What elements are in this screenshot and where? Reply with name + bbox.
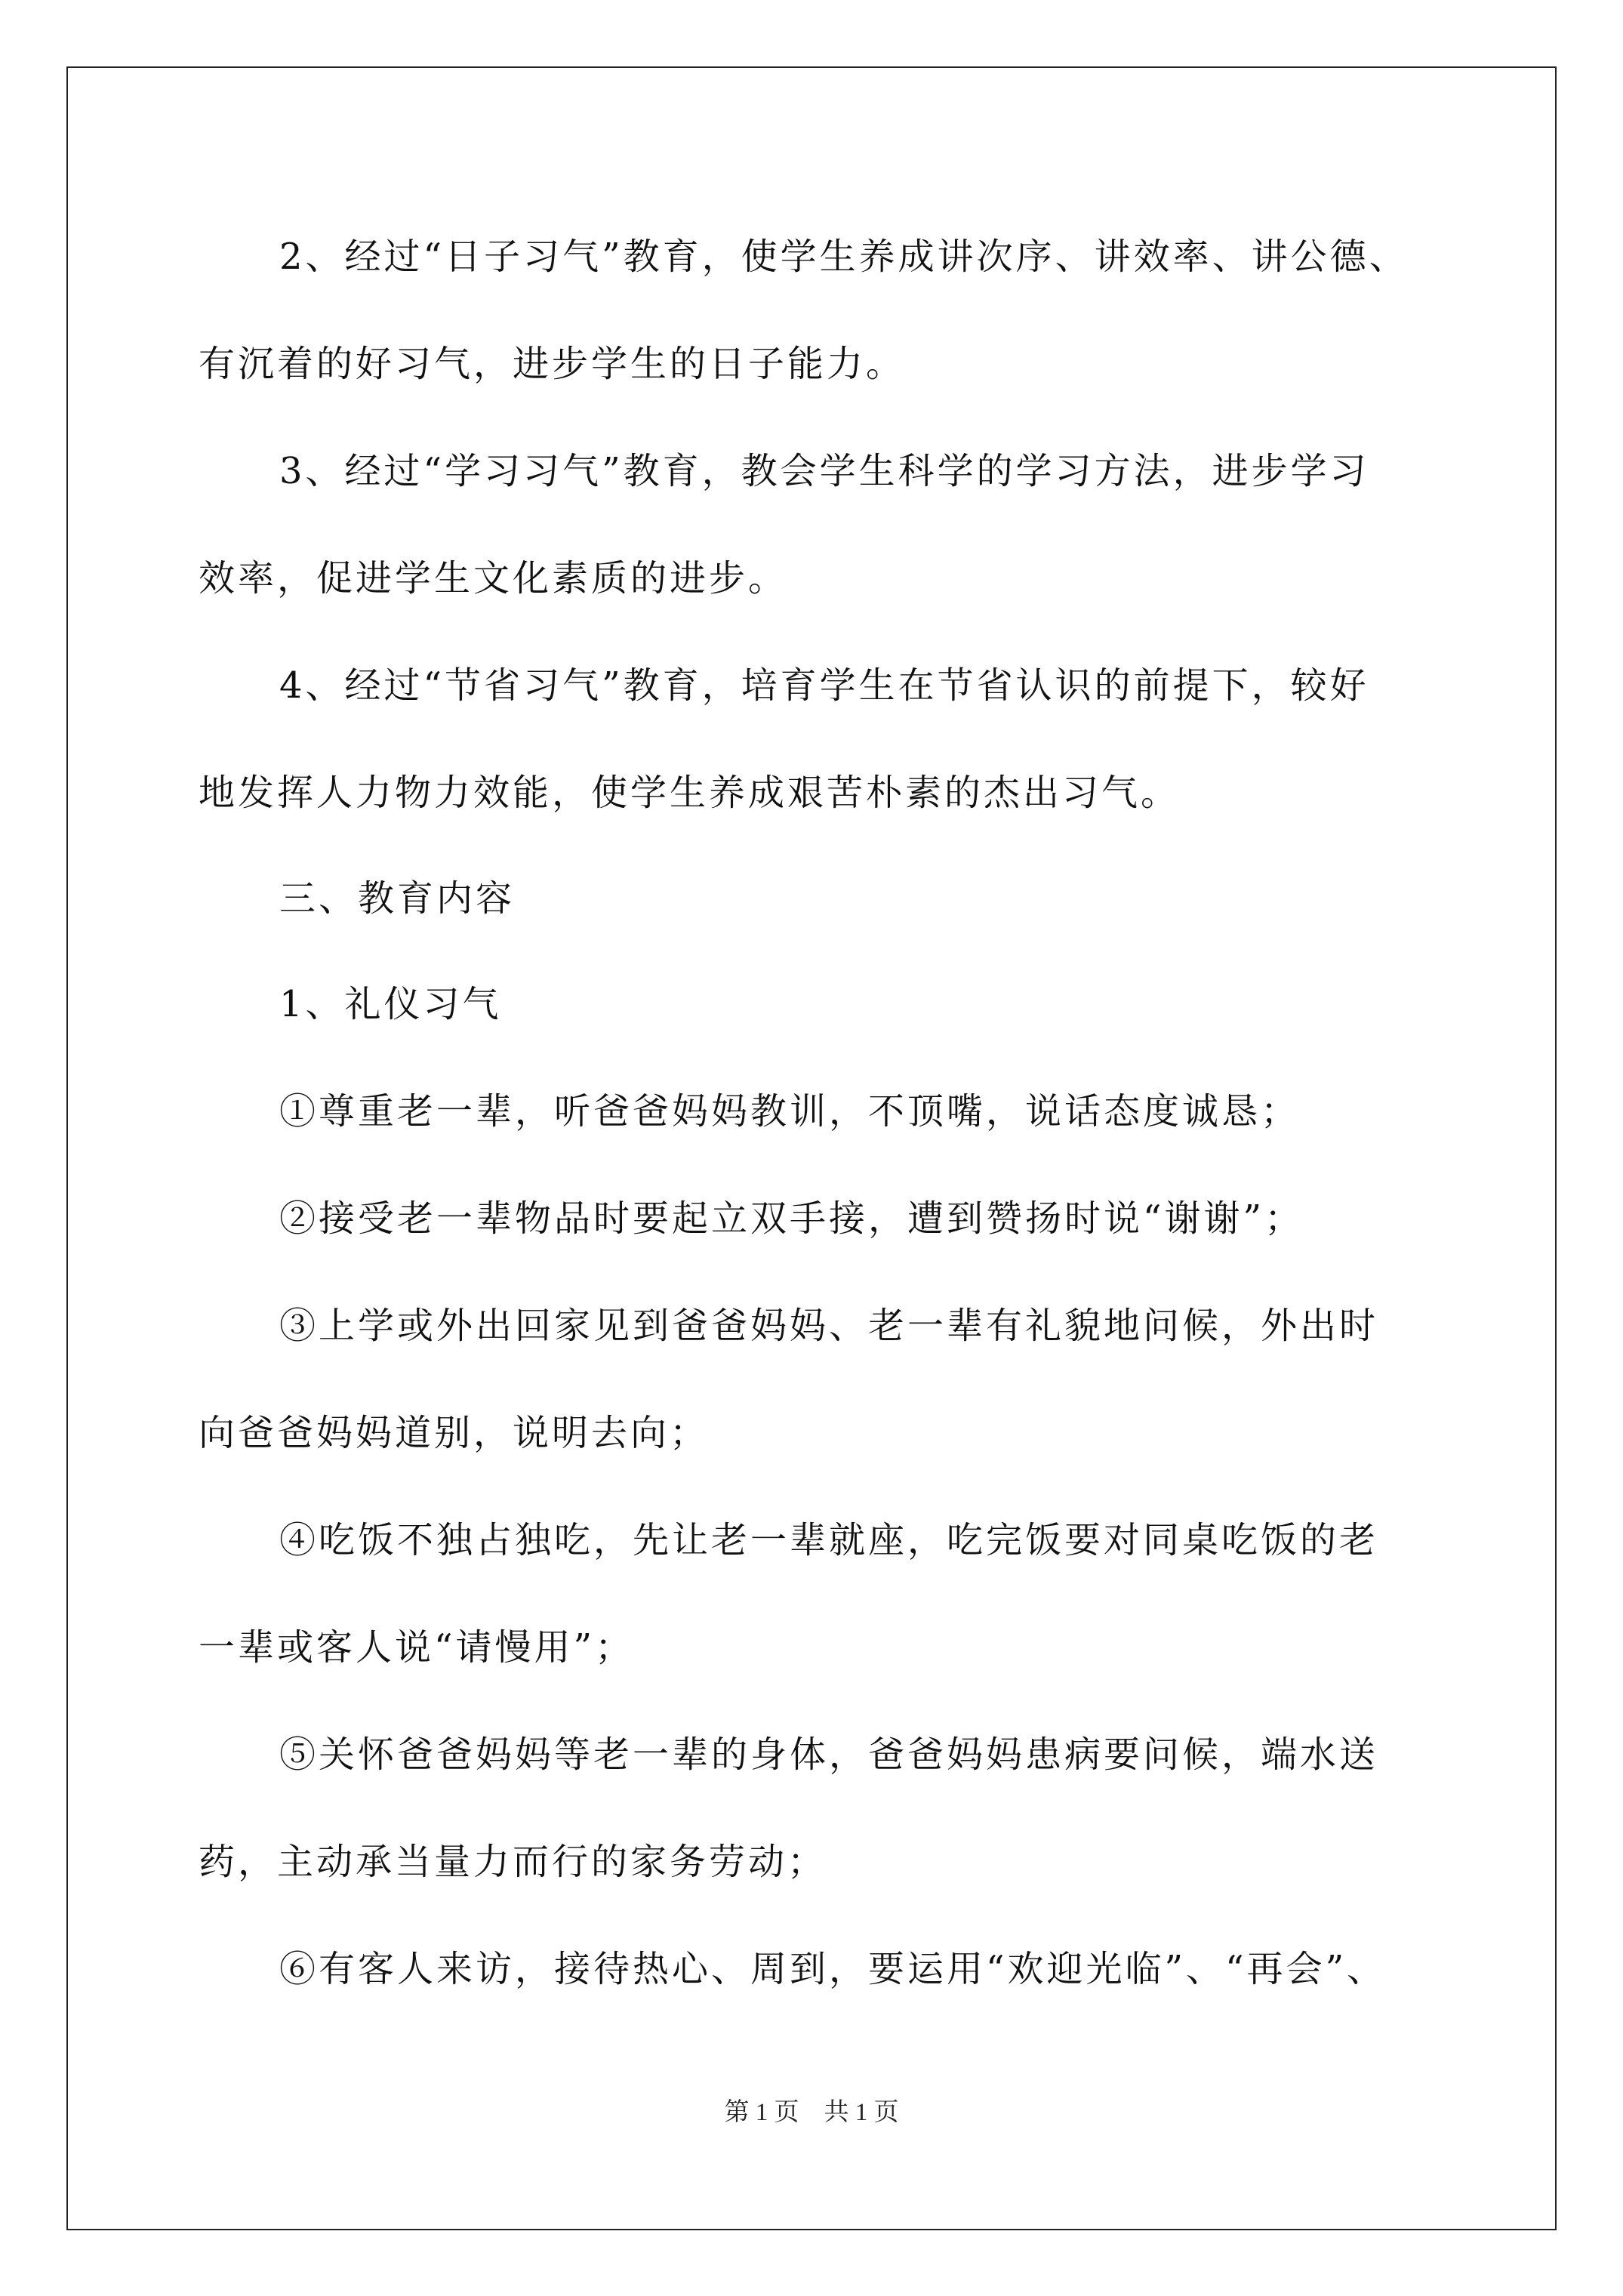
list-item-continuation: 一辈或客人说“请慢用”； xyxy=(199,1626,635,1669)
paragraph-line: 2、经过“日子习气”教育，使学生养成讲次序、讲效率、讲公德、 xyxy=(279,236,1409,278)
paragraph-line: 有沉着的好习气，进步学生的日子能力。 xyxy=(199,343,906,385)
list-item: ⑥有客人来访，接待热心、周到，要运用“欢迎光临”、“再会”、 xyxy=(279,1948,1387,1990)
paragraph-line: 4、经过“节省习气”教育，培育学生在节省认识的前提下，较好 xyxy=(279,664,1369,707)
section-heading: 三、教育内容 xyxy=(279,877,516,920)
list-item: ⑤关怀爸爸妈妈等老一辈的身体，爸爸妈妈患病要问候，端水送 xyxy=(279,1734,1379,1776)
list-item: ③上学或外出回家见到爸爸妈妈、老一辈有礼貌地问候，外出时 xyxy=(279,1305,1379,1347)
page-border xyxy=(66,66,1557,2230)
paragraph-line: 地发挥人力物力效能，使学生养成艰苦朴素的杰出习气。 xyxy=(199,772,1181,814)
list-item: ④吃饭不独占独吃，先让老一辈就座，吃完饭要对同桌吃饭的老 xyxy=(279,1519,1379,1561)
paragraph-line: 3、经过“学习习气”教育，教会学生科学的学习方法，进步学习 xyxy=(279,450,1369,492)
list-item-continuation: 向爸爸妈妈道别，说明去向； xyxy=(199,1412,710,1454)
paragraph-line: 效率，促进学生文化素质的进步。 xyxy=(199,557,788,599)
list-item: ①尊重老一辈，听爸爸妈妈教训，不顶嘴，说话态度诚恳； xyxy=(279,1090,1301,1133)
list-item-continuation: 药，主动承当量力而行的家务劳动； xyxy=(199,1841,827,1883)
subsection-heading: 1、礼仪习气 xyxy=(279,983,502,1025)
list-item: ②接受老一辈物品时要起立双手接，遭到赞扬时说“谢谢”； xyxy=(279,1197,1304,1240)
page-footer: 第 1 页 共 1 页 xyxy=(724,2099,899,2126)
